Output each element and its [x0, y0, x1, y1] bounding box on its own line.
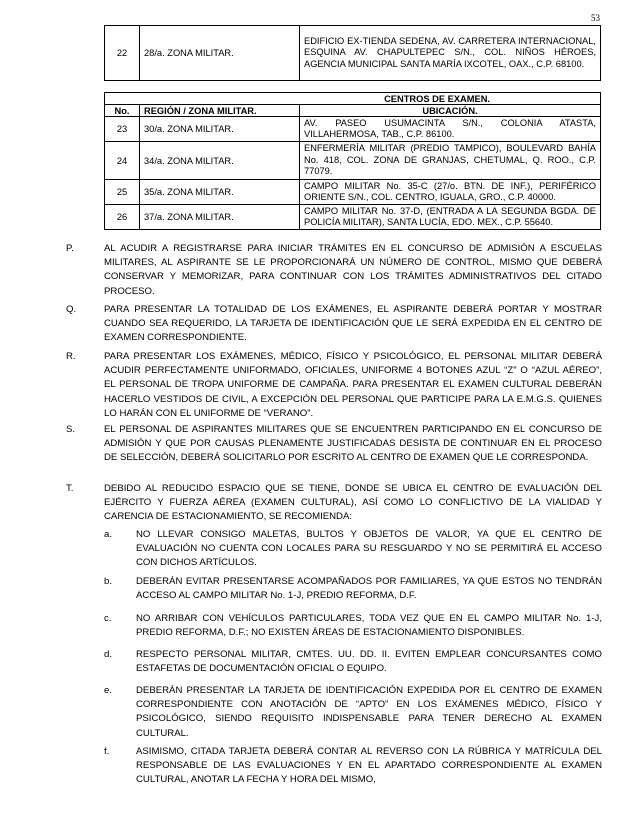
- subitem-text: NO LLEVAR CONSIGO MALETAS, BULTOS Y OBJETOS DE VALOR, YA QUE EL CENTRO DE EVALUACIÓN NO CUENTA CON LOCALES PARA SU RESGUARDO Y NO SE PERMITIRÁ EL ACCESO CON DICHOS ARTÍCULOS.: [136, 529, 602, 569]
- subitem-text: DEBERÁN PRESENTAR LA TARJETA DE IDENTIFICACIÓN EXPEDIDA POR EL CENTRO DE EXAMEN CORRESPONDIENTE CON ANOTACIÓN DE “APTO” EN LOS EXÁMENES MÉDICO, FÍSICO Y PSICOLÓGICO, SIENDO REQUISITO INDISPENSABLE PARA TENER DERECHO AL EXAMEN CULTURAL.: [136, 685, 602, 739]
- paragraph-letter: P.: [66, 243, 74, 254]
- table-row: [105, 26, 601, 81]
- center-location: CAMPO MILITAR No. 35-C (27/o. BTN. DE INF.), PERIFÉRICO ORIENTE S/N., COL. CENTRO, IGUALA, GRO., C.P. 40000.: [300, 180, 601, 205]
- exam-centers-table-continued: [104, 25, 601, 81]
- subitem-text: RESPECTO PERSONAL MILITAR, CMTES. UU. DD. II. EVITEN EMPLEAR CONCURSANTES COMO ESTAFETAS DE DOCUMENTACIÓN OFICIAL O EQUIPO.: [136, 649, 602, 675]
- paragraph-q: [66, 303, 602, 346]
- center-number: 25: [105, 180, 140, 205]
- page-number: 53: [591, 13, 600, 23]
- paragraph-letter: S.: [66, 424, 76, 435]
- header-region: REGIÓN / ZONA MILITAR.: [140, 105, 300, 117]
- center-number: 24: [105, 142, 140, 180]
- center-number: 22: [105, 26, 140, 81]
- paragraph-text: EL PERSONAL DE ASPIRANTES MILITARES QUE SE ENCUENTREN PARTICIPANDO EN EL CONCURSO DE ADMISIÓN Y QUE POR CAUSAS PLENAMENTE JUSTIFICADAS DESISTA DE CONTINUAR EN EL PROCESO DE SELECCIÓN, DEBERÁ SOLICITARLO POR ESCRITO AL CENTRO DE EXAMEN QUE LE CORRESPONDA.: [104, 424, 602, 464]
- paragraph-text: PARA PRESENTAR LA TOTALIDAD DE LOS EXÁMENES, EL ASPIRANTE DEBERÁ PORTAR Y MOSTRAR CUANDO SEA REQUERIDO, LA TARJETA DE IDENTIFICACIÓN QUE LE SERÁ EXPEDIDA EN EL CENTRO DE EXAMEN CORRESPONDIENTE.: [104, 304, 602, 344]
- center-location: CAMPO MILITAR No. 37-D, (ENTRADA A LA SEGUNDA BGDA. DE POLICÍA MILITAR), SANTA LUCÍA, EDO. MEX., C.P. 55640.: [300, 205, 601, 230]
- exam-centers-table: [104, 92, 601, 230]
- subitem-f: [104, 745, 602, 788]
- center-region: 35/a. ZONA MILITAR.: [140, 180, 300, 205]
- subitem-letter: d.: [104, 649, 113, 660]
- subitem-letter: f.: [104, 746, 110, 757]
- table-title-row: [105, 93, 601, 105]
- table-title: CENTROS DE EXAMEN.: [105, 93, 601, 105]
- paragraph-s: [66, 423, 602, 466]
- subitem-letter: b.: [104, 576, 113, 587]
- table-row: [105, 180, 601, 205]
- paragraph-p: [66, 242, 602, 299]
- paragraph-text: PARA PRESENTAR LOS EXÁMENES, MÉDICO, FÍSICO Y PSICOLÓGICO, EL PERSONAL MILITAR DEBERÁ ACUDIR PERFECTAMENTE UNIFORMADO, OFICIALES, UNIFORME 4 BOTONES AZUL “Z” O “AZUL AÉREO”, EL PERSONAL DE TROPA UNIFORME DE CAMPAÑA. PARA PRESENTAR EL EXAMEN CULTURAL DEBERÁN HACERLO VESTIDOS DE CIVIL, A EXCEPCIÓN DEL PERSONAL QUE PARTICIPE PARA LA E.M.G.S. QUIENES LO HARÁN CON EL UNIFORME DE “VERANO”.: [104, 351, 602, 419]
- subitem-text: DEBERÁN EVITAR PRESENTARSE ACOMPAÑADOS POR FAMILIARES, YA QUE ESTOS NO TENDRÁN ACCESO AL CAMPO MILITAR No. 1-J, PREDIO REFORMA, D.F.: [136, 576, 602, 602]
- center-region: 37/a. ZONA MILITAR.: [140, 205, 300, 230]
- center-region: 34/a. ZONA MILITAR.: [140, 142, 300, 180]
- table-header-row: [105, 105, 601, 117]
- center-number: 26: [105, 205, 140, 230]
- table-row: [105, 117, 601, 142]
- table-row: [105, 142, 601, 180]
- table-row: [105, 205, 601, 230]
- header-no: No.: [105, 105, 140, 117]
- paragraph-letter: R.: [66, 351, 76, 362]
- center-region: 28/a. ZONA MILITAR.: [140, 26, 300, 81]
- subitem-e: [104, 684, 602, 741]
- paragraph-text: DEBIDO AL REDUCIDO ESPACIO QUE SE TIENE, DONDE SE UBICA EL CENTRO DE EVALUACIÓN DEL EJÉRCITO Y FUERZA AÉREA (EXAMEN CULTURAL), ASÍ COMO LO CONFLICTIVO DE LA VIALIDAD Y CARENCIA DE ESTACIONAMIENTO, SE RECOMIENDA:: [104, 483, 602, 523]
- subitem-a: [104, 528, 602, 571]
- paragraph-letter: T.: [66, 483, 74, 494]
- subitem-text: ASIMISMO, CITADA TARJETA DEBERÁ CONTAR AL REVERSO CON LA RÚBRICA Y MATRÍCULA DEL RESPONSABLE DE LAS EVALUACIONES Y EN EL APARTADO CORRESPONDIENTE AL EXAMEN CULTURAL, ANOTAR LA FECHA Y HORA DEL MISMO,: [136, 746, 602, 786]
- subitem-c: [104, 612, 602, 640]
- center-location: EDIFICIO EX-TIENDA SEDENA, AV. CARRETERA INTERNACIONAL, ESQUINA AV. CHAPULTEPEC S/N., COL. NIÑOS HÉROES, AGENCIA MUNICIPAL SANTA MARÍA IXCOTEL, OAX., C.P. 68100.: [300, 26, 601, 81]
- paragraph-r: [66, 350, 602, 421]
- subitem-text: NO ARRIBAR CON VEHÍCULOS PARTICULARES, TODA VEZ QUE EN EL CAMPO MILITAR No. 1-J, PREDIO REFORMA, D.F.; NO EXISTEN ÁREAS DE ESTACIONAMIENTO DISPONIBLES.: [136, 613, 602, 639]
- paragraph-t: [66, 482, 602, 525]
- header-location: UBICACIÓN.: [300, 105, 601, 117]
- center-number: 23: [105, 117, 140, 142]
- paragraph-text: AL ACUDIR A REGISTRARSE PARA INICIAR TRÁMITES EN EL CONCURSO DE ADMISIÓN A ESCUELAS MILITARES, AL ASPIRANTE SE LE PROPORCIONARÁ UN NÚMERO DE CONTROL, MISMO QUE DEBERÁ CONSERVAR Y MEMORIZAR, PARA CONTINUAR CON LOS TRÁMITES ADMINISTRATIVOS DEL CITADO PROCESO.: [104, 243, 602, 297]
- subitem-letter: a.: [104, 529, 113, 540]
- center-location: AV. PASEO USUMACINTA S/N., COLONIA ATASTA, VILLAHERMOSA, TAB., C.P. 86100.: [300, 117, 601, 142]
- subitem-letter: c.: [104, 613, 112, 624]
- subitem-d: [104, 648, 602, 676]
- center-region: 30/a. ZONA MILITAR.: [140, 117, 300, 142]
- subitem-letter: e.: [104, 685, 113, 696]
- subitem-b: [104, 575, 602, 603]
- paragraph-letter: Q.: [66, 304, 77, 315]
- center-location: ENFERMERÍA MILITAR (PREDIO TAMPICO), BOULEVARD BAHÍA No. 418, COL. ZONA DE GRANJAS, CHETUMAL, Q. ROO., C.P. 77079.: [300, 142, 601, 180]
